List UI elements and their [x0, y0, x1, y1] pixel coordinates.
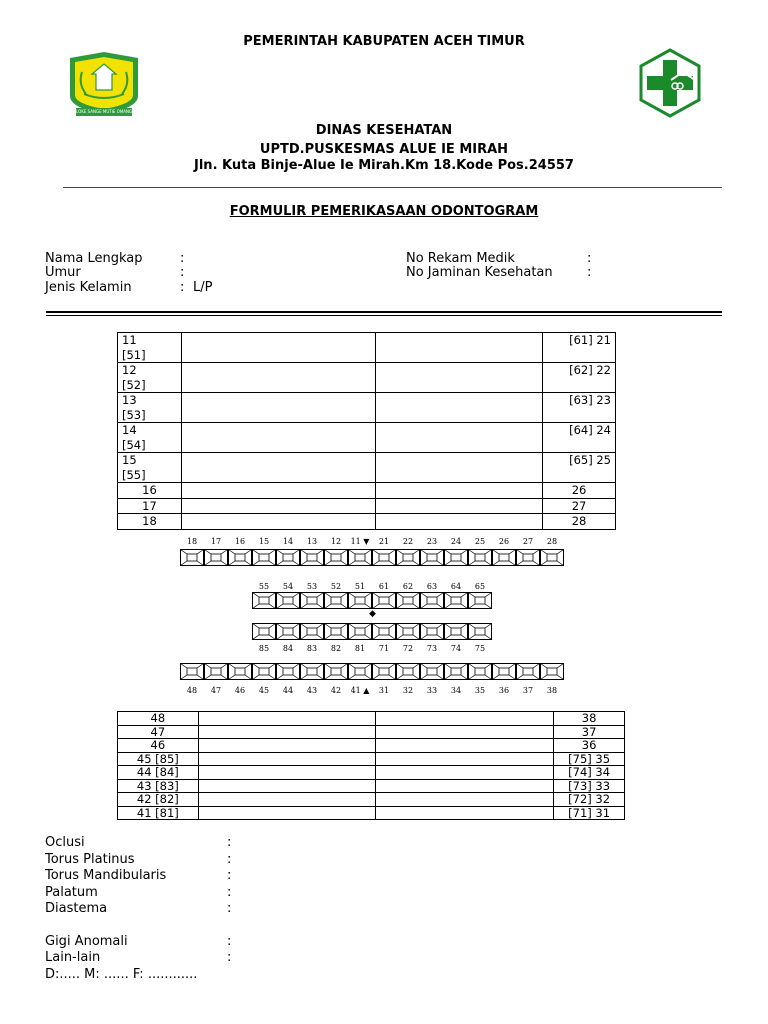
tooth-diagram[interactable]: [420, 592, 444, 609]
tooth-number-left: 11 [51]: [118, 333, 182, 363]
tooth-diagram[interactable]: [252, 663, 276, 680]
tooth-diagram[interactable]: [300, 592, 324, 609]
tooth-diagram[interactable]: [252, 623, 276, 640]
tooth-diagram[interactable]: [252, 592, 276, 609]
lower-teeth-table: [117, 711, 625, 820]
tooth-number-right: 36: [554, 739, 625, 753]
tooth-number-label: 21: [378, 537, 390, 546]
tooth-number-label: 84: [282, 644, 294, 653]
tooth-diagram[interactable]: [324, 663, 348, 680]
tooth-number-label: 17: [210, 537, 222, 546]
upper-primary-numbers: [252, 582, 492, 591]
tooth-number-label: 72: [402, 644, 414, 653]
tooth-diagram[interactable]: [444, 663, 468, 680]
midline-marker: ◆: [369, 609, 376, 619]
tooth-number-left: 14 [54]: [118, 423, 182, 453]
tooth-number-right: [75] 35: [554, 752, 625, 766]
tooth-diagram[interactable]: [396, 663, 420, 680]
tooth-number-label: 73: [426, 644, 438, 653]
condition-cell: [376, 498, 543, 514]
exam-label: Lain-lain: [45, 950, 101, 965]
tooth-number-left: 18: [118, 514, 182, 530]
condition-cell: [376, 483, 543, 499]
tooth-number-label: 25: [474, 537, 486, 546]
tooth-number-right: [73] 33: [554, 779, 625, 793]
tooth-number-right: [72] 32: [554, 793, 625, 807]
lower-table-row: [118, 793, 625, 807]
tooth-number-label: 52: [330, 582, 342, 591]
tooth-number-label: 51: [354, 582, 366, 591]
tooth-number-label: 32: [402, 686, 414, 695]
condition-cell: [376, 793, 554, 807]
lower-table-row: [118, 752, 625, 766]
tooth-number-label: 14: [282, 537, 294, 546]
exam-colon: :: [227, 885, 232, 900]
tooth-number-left: 42 [82]: [118, 793, 199, 807]
tooth-number-label: 16: [234, 537, 246, 546]
condition-cell: [376, 779, 554, 793]
lower-primary-numbers: [252, 644, 492, 653]
tooth-diagram[interactable]: [468, 663, 492, 680]
condition-cell: [181, 363, 376, 393]
condition-cell: [181, 514, 376, 530]
exam-colon: :: [227, 934, 232, 949]
tooth-diagram[interactable]: [228, 549, 252, 566]
tooth-number-left: 47: [118, 725, 199, 739]
tooth-number-label: 63: [426, 582, 438, 591]
tooth-number-left: 44 [84]: [118, 766, 199, 780]
tooth-number-left: 41 [81]: [118, 806, 199, 820]
tooth-number-left: 43 [83]: [118, 779, 199, 793]
clinic-title: UPTD.PUSKESMAS ALUE IE MIRAH: [259, 142, 509, 157]
tooth-number-left: 12 [52]: [118, 363, 182, 393]
age-label: Umur: [45, 265, 81, 280]
exam-label: Palatum: [45, 885, 98, 900]
tooth-number-label: 36: [498, 686, 510, 695]
tooth-diagram[interactable]: [540, 549, 564, 566]
exam-label: Torus Mandibularis: [45, 868, 167, 883]
exam-colon: :: [227, 868, 232, 883]
condition-cell: [376, 739, 554, 753]
tooth-number-label: 62: [402, 582, 414, 591]
exam-label: Gigi Anomali: [45, 934, 128, 949]
condition-cell: [198, 806, 376, 820]
condition-cell: [376, 393, 543, 423]
tooth-diagram[interactable]: [324, 549, 348, 566]
tooth-diagram[interactable]: [420, 663, 444, 680]
tooth-diagram[interactable]: [468, 592, 492, 609]
tooth-number-label: 85: [258, 644, 270, 653]
tooth-diagram[interactable]: [228, 663, 252, 680]
tooth-diagram[interactable]: [468, 549, 492, 566]
lower-table-row: [118, 779, 625, 793]
condition-cell: [181, 483, 376, 499]
form-title: FORMULIR PEMERIKASAAN ODONTOGRAM: [229, 204, 539, 219]
tooth-number-label: 18: [186, 537, 198, 546]
department-title: DINAS KESEHATAN: [315, 123, 453, 138]
tooth-number-label: 37: [522, 686, 534, 695]
tooth-diagram[interactable]: [516, 663, 540, 680]
tooth-number-label: 34: [450, 686, 462, 695]
upper-table-row: [118, 483, 616, 499]
upper-table-row: [118, 363, 616, 393]
government-title: PEMERINTAH KABUPATEN ACEH TIMUR: [243, 34, 525, 49]
tooth-diagram[interactable]: [324, 623, 348, 640]
condition-cell: [198, 725, 376, 739]
double-rule-top: [46, 311, 722, 313]
tooth-number-label: 35: [474, 686, 486, 695]
upper-table-row: [118, 393, 616, 423]
tooth-number-label: 12: [330, 537, 342, 546]
name-colon: :: [180, 251, 185, 266]
tooth-diagram[interactable]: [348, 549, 372, 566]
tooth-diagram[interactable]: [348, 663, 372, 680]
tooth-diagram[interactable]: [372, 549, 396, 566]
tooth-number-left: 46: [118, 739, 199, 753]
tooth-number-right: [71] 31: [554, 806, 625, 820]
exam-label: Torus Platinus: [45, 852, 135, 867]
tooth-number-right: 26: [543, 483, 616, 499]
tooth-number-label: 55: [258, 582, 270, 591]
insurance-label: No Jaminan Kesehatan: [406, 265, 553, 280]
tooth-number-label: 13: [306, 537, 318, 546]
tooth-number-right: [63] 23: [543, 393, 616, 423]
tooth-diagram[interactable]: [372, 663, 396, 680]
tooth-number-label: 61: [378, 582, 390, 591]
tooth-number-left: 15 [55]: [118, 453, 182, 483]
tooth-number-right: [74] 34: [554, 766, 625, 780]
tooth-diagram[interactable]: [372, 592, 396, 609]
tooth-diagram[interactable]: [396, 592, 420, 609]
condition-cell: [181, 453, 376, 483]
tooth-diagram[interactable]: [348, 623, 372, 640]
tooth-diagram[interactable]: [300, 663, 324, 680]
tooth-number-right: 38: [554, 712, 625, 726]
tooth-diagram[interactable]: [276, 592, 300, 609]
condition-cell: [376, 363, 543, 393]
condition-cell: [376, 725, 554, 739]
lower-permanent-numbers: [180, 686, 564, 695]
condition-cell: [198, 739, 376, 753]
condition-cell: [198, 712, 376, 726]
tooth-diagram[interactable]: [492, 663, 516, 680]
tooth-diagram[interactable]: [276, 549, 300, 566]
insurance-colon: :: [587, 265, 592, 280]
condition-cell: [198, 752, 376, 766]
condition-cell: [181, 393, 376, 423]
condition-cell: [181, 498, 376, 514]
upper-permanent-teeth: [180, 549, 564, 566]
exam-label: Oclusi: [45, 835, 85, 850]
tooth-number-right: [65] 25: [543, 453, 616, 483]
tooth-number-label: 71: [378, 644, 390, 653]
tooth-diagram[interactable]: [396, 623, 420, 640]
tooth-number-label: 46: [234, 686, 246, 695]
tooth-number-label: 64: [450, 582, 462, 591]
tooth-diagram[interactable]: [300, 549, 324, 566]
name-label: Nama Lengkap: [45, 251, 143, 266]
lower-table-row: [118, 725, 625, 739]
upper-table-row: [118, 514, 616, 530]
upper-table-row: [118, 453, 616, 483]
lower-permanent-teeth: [180, 663, 564, 680]
tooth-diagram[interactable]: [444, 592, 468, 609]
tooth-number-label: 27: [522, 537, 534, 546]
tooth-diagram[interactable]: [300, 623, 324, 640]
tooth-number-label: 82: [330, 644, 342, 653]
lower-table-row: [118, 766, 625, 780]
age-colon: :: [180, 265, 185, 280]
tooth-number-label: 83: [306, 644, 318, 653]
tooth-number-left: 17: [118, 498, 182, 514]
exam-colon: :: [227, 835, 232, 850]
gender-colon: :: [180, 280, 185, 295]
gender-label: Jenis Kelamin: [45, 280, 132, 295]
tooth-number-label: 48: [186, 686, 198, 695]
tooth-number-left: 48: [118, 712, 199, 726]
tooth-number-label: 81: [354, 644, 366, 653]
tooth-number-label: 28: [546, 537, 558, 546]
tooth-diagram[interactable]: [396, 549, 420, 566]
tooth-number-right: 28: [543, 514, 616, 530]
upper-table-row: [118, 498, 616, 514]
tooth-number-label: 47: [210, 686, 222, 695]
tooth-number-right: 37: [554, 725, 625, 739]
tooth-diagram[interactable]: [276, 623, 300, 640]
tooth-diagram[interactable]: [324, 592, 348, 609]
tooth-number-label: 44: [282, 686, 294, 695]
tooth-number-label: 53: [306, 582, 318, 591]
tooth-number-label: 31: [378, 686, 390, 695]
exam-colon: :: [227, 950, 232, 965]
tooth-diagram[interactable]: [444, 549, 468, 566]
tooth-number-left: 13 [53]: [118, 393, 182, 423]
condition-cell: [198, 793, 376, 807]
tooth-diagram[interactable]: [348, 592, 372, 609]
tooth-diagram[interactable]: [180, 549, 204, 566]
tooth-diagram[interactable]: [420, 549, 444, 566]
tooth-number-right: 27: [543, 498, 616, 514]
logo-motto: LOKE SANGE MUTIE OMANG: [76, 109, 132, 114]
gender-value: L/P: [193, 280, 213, 295]
tooth-number-left: 45 [85]: [118, 752, 199, 766]
upper-primary-teeth: [252, 592, 492, 609]
tooth-number-label: 75: [474, 644, 486, 653]
double-rule-bottom: [46, 315, 722, 316]
dmf-index: D:..... M: ...... F: ............: [45, 967, 198, 982]
tooth-number-label: 45: [258, 686, 270, 695]
condition-cell: [376, 806, 554, 820]
condition-cell: [181, 423, 376, 453]
tooth-diagram[interactable]: [468, 623, 492, 640]
tooth-diagram[interactable]: [204, 663, 228, 680]
tooth-diagram[interactable]: [276, 663, 300, 680]
condition-cell: [376, 712, 554, 726]
tooth-number-label: 74: [450, 644, 462, 653]
condition-cell: [198, 766, 376, 780]
header-divider: [63, 187, 722, 188]
exam-colon: :: [227, 901, 232, 916]
tooth-number-label: 26: [498, 537, 510, 546]
record-label: No Rekam Medik: [406, 251, 515, 266]
tooth-diagram[interactable]: [444, 623, 468, 640]
upper-table-row: [118, 423, 616, 453]
tooth-number-label: 15: [258, 537, 270, 546]
condition-cell: [198, 779, 376, 793]
tooth-diagram[interactable]: [372, 623, 396, 640]
upper-teeth-table: [117, 332, 616, 530]
tooth-diagram[interactable]: [420, 623, 444, 640]
upper-permanent-numbers: [180, 537, 564, 546]
condition-cell: [376, 423, 543, 453]
clinic-address: Jln. Kuta Binje-Alue Ie Mirah.Km 18.Kode Pos.24557: [194, 158, 574, 173]
tooth-number-label: 33: [426, 686, 438, 695]
tooth-diagram[interactable]: [540, 663, 564, 680]
tooth-diagram[interactable]: [516, 549, 540, 566]
tooth-number-label: 22: [402, 537, 414, 546]
tooth-number-right: [61] 21: [543, 333, 616, 363]
tooth-diagram[interactable]: [492, 549, 516, 566]
lower-table-row: [118, 739, 625, 753]
tooth-number-label: 65: [474, 582, 486, 591]
tooth-number-label: 24: [450, 537, 462, 546]
condition-cell: [376, 333, 543, 363]
record-colon: :: [587, 251, 592, 266]
tooth-diagram[interactable]: [204, 549, 228, 566]
upper-table-row: [118, 333, 616, 363]
condition-cell: [181, 333, 376, 363]
tooth-number-label: 11 ▼: [350, 537, 370, 546]
lower-table-row: [118, 806, 625, 820]
tooth-number-left: 16: [118, 483, 182, 499]
condition-cell: [376, 766, 554, 780]
tooth-number-label: 23: [426, 537, 438, 546]
condition-cell: [376, 453, 543, 483]
tooth-number-label: 43: [306, 686, 318, 695]
tooth-number-label: 38: [546, 686, 558, 695]
condition-cell: [376, 514, 543, 530]
tooth-number-label: 41 ▲: [350, 686, 370, 695]
condition-cell: [376, 752, 554, 766]
puskesmas-logo: [635, 48, 705, 122]
exam-label: Diastema: [45, 901, 108, 916]
aceh-timur-logo: [64, 50, 144, 122]
tooth-number-right: [64] 24: [543, 423, 616, 453]
tooth-diagram[interactable]: [252, 549, 276, 566]
tooth-number-label: 54: [282, 582, 294, 591]
exam-colon: :: [227, 852, 232, 867]
tooth-diagram[interactable]: [180, 663, 204, 680]
lower-primary-teeth: [252, 623, 492, 640]
tooth-number-right: [62] 22: [543, 363, 616, 393]
tooth-number-label: 42: [330, 686, 342, 695]
lower-table-row: [118, 712, 625, 726]
